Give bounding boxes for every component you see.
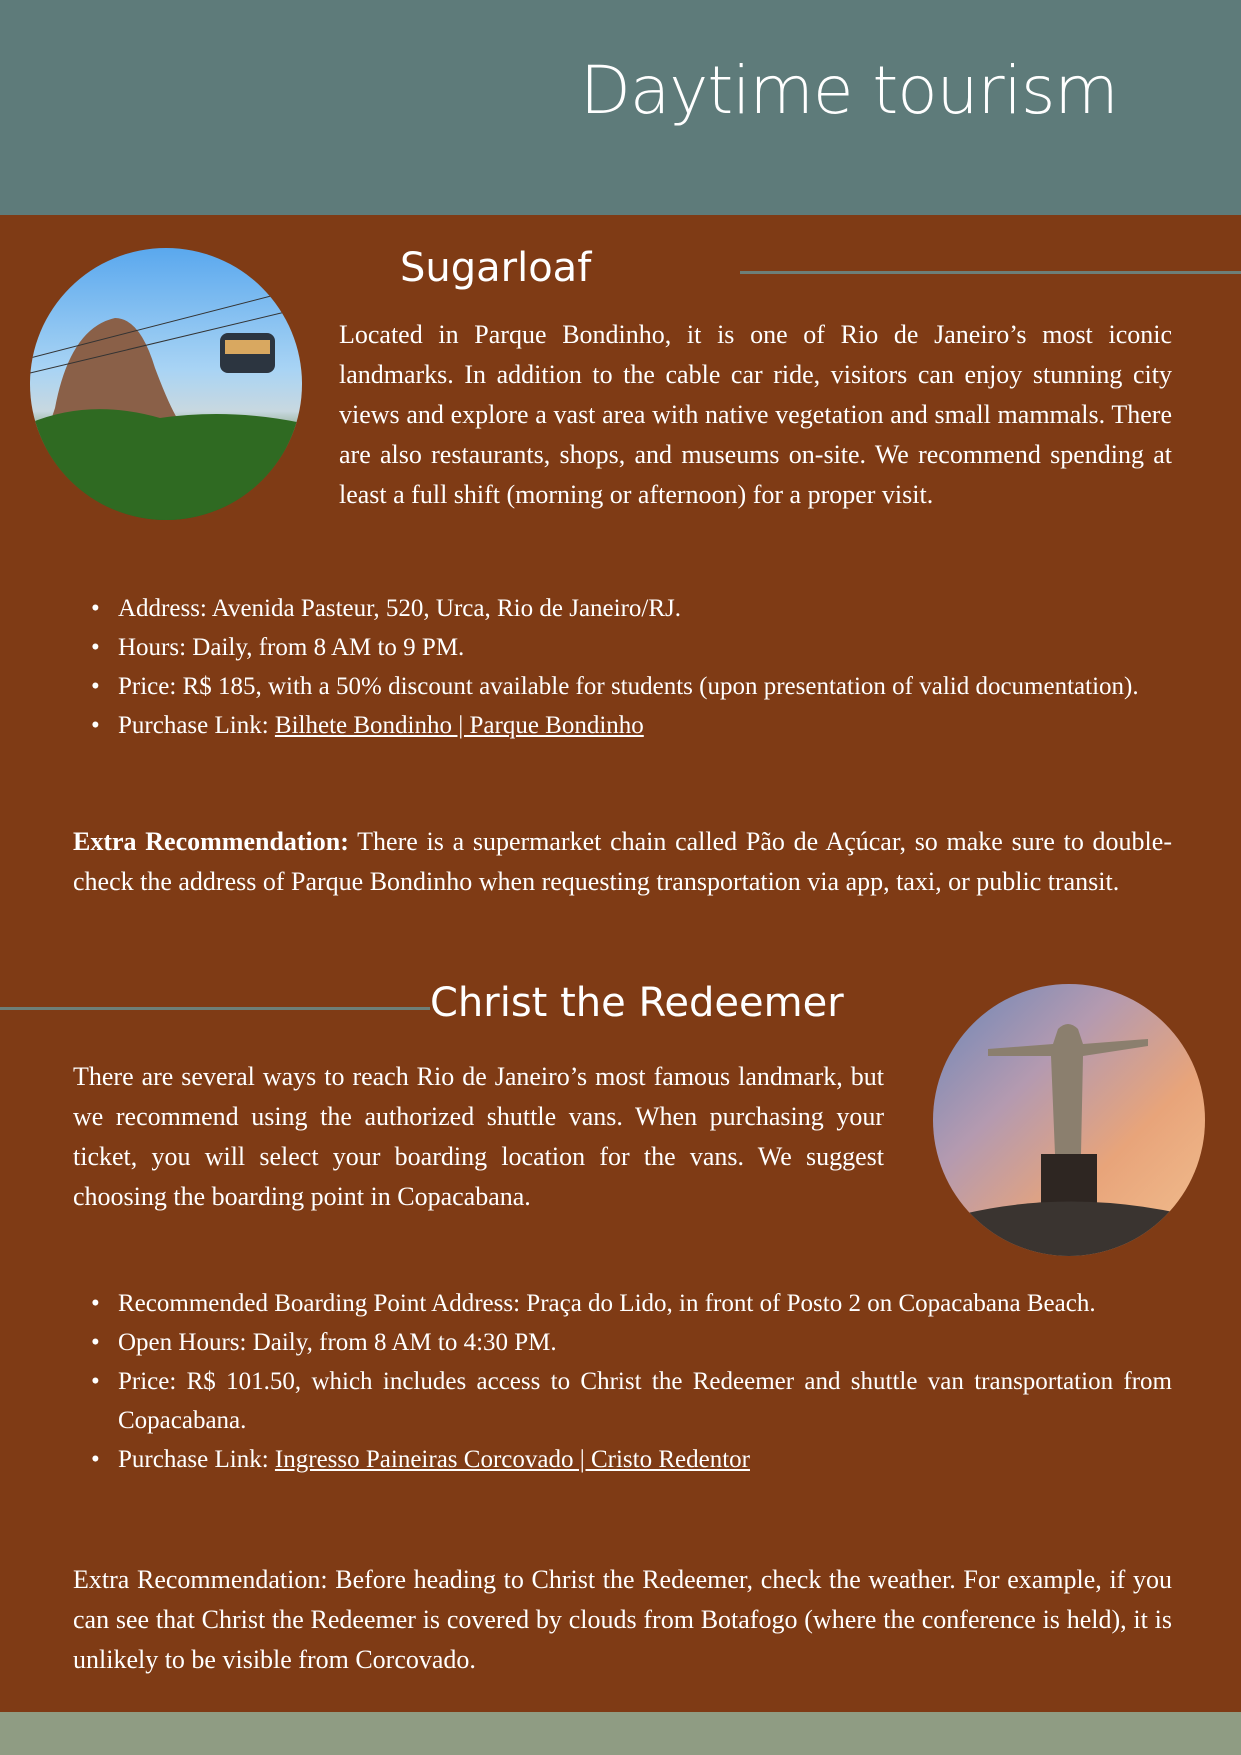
sugarloaf-image (30, 248, 302, 520)
list-item (73, 706, 1172, 745)
christ-image (933, 984, 1205, 1256)
heading-divider (0, 1007, 430, 1010)
purchase-link-sugarloaf[interactable]: Bilhete Bondinho | Parque Bondinho (274, 712, 644, 739)
sugarloaf-illustration (30, 248, 302, 520)
list-item (73, 1440, 1172, 1479)
header-band (0, 0, 1241, 215)
extra-text: There is a supermarket chain called Pão de Açúcar, so make sure to double-check the address of Parque Bondinho when requesting transportation via app, taxi, or public transit. (73, 827, 1172, 896)
christ-details-list (73, 1284, 1172, 1479)
purchase-link-christ[interactable]: Ingresso Paineiras Corcovado | Cristo Redentor (274, 1446, 750, 1473)
list-item: • Price: R$ 185, with a 50% discount available for students (upon presentation of valid documentation). (73, 667, 1172, 706)
sugarloaf-description: Located in Parque Bondinho, it is one of Rio de Janeiro’s most iconic landmarks. In addition to the cable car ride, visitors can enjoy stunning city views and explore a vast area with native vegetation and small mammals. There are also restaurants, shops, and museums on-site. We recommend spending at least a full shift (morning or afternoon) for a proper visit. (339, 320, 1172, 509)
heading-divider (740, 271, 1241, 274)
list-item: • Price: R$ 101.50, which includes access to Christ the Redeemer and shuttle van transportation from Copacabana. (73, 1362, 1172, 1440)
footer-band (0, 1712, 1241, 1755)
sugarloaf-extra-recommendation (73, 822, 1172, 902)
christ-description: There are several ways to reach Rio de Janeiro’s most famous landmark, but we recommend using the authorized shuttle vans. When purchasing your ticket, you will select your boarding location for the vans. We suggest choosing the boarding point in Copacabana. (73, 1062, 884, 1211)
list-item: • Hours: Daily, from 8 AM to 9 PM. (73, 628, 1172, 667)
link-prefix: Purchase Link: (118, 712, 275, 739)
section-heading-christ: Christ the Redeemer (430, 980, 844, 1026)
list-item: • Open Hours: Daily, from 8 AM to 4:30 PM. (73, 1323, 1172, 1362)
christ-illustration (933, 984, 1205, 1256)
sugarloaf-details-list (73, 589, 1172, 745)
christ-extra-recommendation: Extra Recommendation: Before heading to Christ the Redeemer, check the weather. For example, if you can see that Christ the Redeemer is covered by clouds from Botafogo (where the conference is held), it is unlikely to be visible from Corcovado. (73, 1565, 1172, 1674)
list-item: • Recommended Boarding Point Address: Praça do Lido, in front of Posto 2 on Copacabana Beach. (73, 1284, 1172, 1323)
page-title: Daytime tourism (580, 52, 1118, 129)
extra-label: Extra Recommendation: (73, 827, 349, 856)
section-heading-sugarloaf: Sugarloaf (400, 245, 592, 291)
list-item: • Address: Avenida Pasteur, 520, Urca, Rio de Janeiro/RJ. (73, 589, 1172, 628)
link-prefix: Purchase Link: (118, 1446, 275, 1473)
